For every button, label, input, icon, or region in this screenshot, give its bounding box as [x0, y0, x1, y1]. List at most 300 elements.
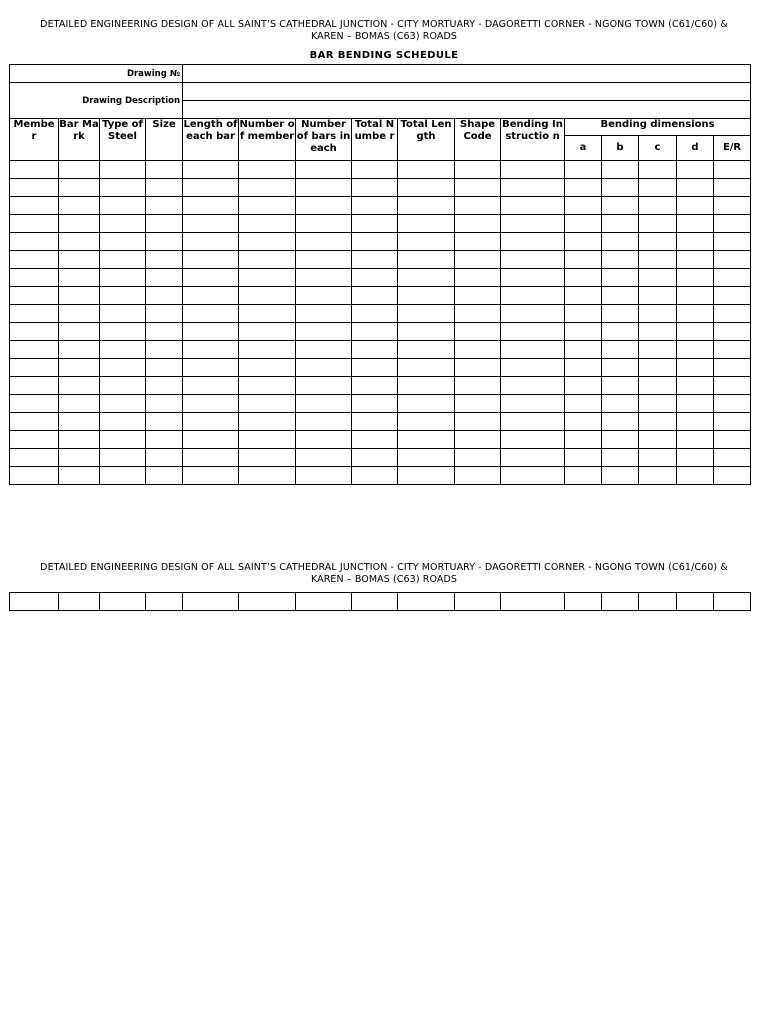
schedule-cell[interactable]: [501, 341, 565, 359]
schedule-cell[interactable]: [59, 305, 100, 323]
schedule-cell[interactable]: [455, 305, 501, 323]
schedule-cell[interactable]: [639, 251, 677, 269]
schedule-cell[interactable]: [146, 269, 183, 287]
schedule-cell[interactable]: [183, 233, 239, 251]
schedule-cell[interactable]: [146, 341, 183, 359]
schedule-cell[interactable]: [602, 197, 639, 215]
schedule-cell[interactable]: [714, 179, 751, 197]
schedule-cell[interactable]: [602, 269, 639, 287]
schedule-cell[interactable]: [100, 395, 146, 413]
schedule-cell[interactable]: [602, 593, 639, 611]
schedule-cell[interactable]: [10, 341, 59, 359]
schedule-cell[interactable]: [59, 413, 100, 431]
schedule-cell[interactable]: [398, 287, 455, 305]
schedule-cell[interactable]: [296, 449, 352, 467]
drawing-number-field[interactable]: [183, 65, 751, 83]
schedule-cell[interactable]: [501, 215, 565, 233]
schedule-cell[interactable]: [714, 395, 751, 413]
schedule-cell[interactable]: [714, 233, 751, 251]
schedule-cell[interactable]: [59, 431, 100, 449]
schedule-cell[interactable]: [100, 287, 146, 305]
schedule-cell[interactable]: [398, 251, 455, 269]
schedule-cell[interactable]: [239, 413, 296, 431]
schedule-cell[interactable]: [146, 593, 183, 611]
schedule-cell[interactable]: [677, 179, 714, 197]
schedule-cell[interactable]: [455, 341, 501, 359]
schedule-cell[interactable]: [639, 215, 677, 233]
schedule-cell[interactable]: [602, 305, 639, 323]
schedule-cell[interactable]: [501, 197, 565, 215]
schedule-cell[interactable]: [10, 377, 59, 395]
schedule-cell[interactable]: [501, 305, 565, 323]
schedule-cell[interactable]: [677, 323, 714, 341]
schedule-cell[interactable]: [677, 449, 714, 467]
schedule-cell[interactable]: [146, 215, 183, 233]
schedule-cell[interactable]: [183, 377, 239, 395]
schedule-cell[interactable]: [296, 251, 352, 269]
schedule-cell[interactable]: [239, 179, 296, 197]
schedule-cell[interactable]: [146, 233, 183, 251]
schedule-cell[interactable]: [59, 449, 100, 467]
schedule-cell[interactable]: [677, 305, 714, 323]
schedule-cell[interactable]: [183, 413, 239, 431]
schedule-cell[interactable]: [100, 359, 146, 377]
schedule-cell[interactable]: [296, 179, 352, 197]
schedule-cell[interactable]: [714, 377, 751, 395]
schedule-cell[interactable]: [183, 341, 239, 359]
schedule-cell[interactable]: [714, 269, 751, 287]
schedule-cell[interactable]: [398, 467, 455, 485]
schedule-cell[interactable]: [239, 305, 296, 323]
schedule-cell[interactable]: [714, 341, 751, 359]
schedule-cell[interactable]: [239, 467, 296, 485]
schedule-cell[interactable]: [296, 431, 352, 449]
schedule-cell[interactable]: [59, 467, 100, 485]
schedule-cell[interactable]: [100, 269, 146, 287]
schedule-cell[interactable]: [565, 449, 602, 467]
schedule-cell[interactable]: [352, 197, 398, 215]
schedule-cell[interactable]: [239, 449, 296, 467]
schedule-cell[interactable]: [100, 179, 146, 197]
schedule-cell[interactable]: [10, 467, 59, 485]
schedule-cell[interactable]: [501, 179, 565, 197]
schedule-cell[interactable]: [183, 431, 239, 449]
schedule-cell[interactable]: [183, 305, 239, 323]
schedule-cell[interactable]: [398, 359, 455, 377]
schedule-cell[interactable]: [501, 269, 565, 287]
schedule-cell[interactable]: [352, 233, 398, 251]
schedule-cell[interactable]: [59, 593, 100, 611]
schedule-cell[interactable]: [239, 215, 296, 233]
schedule-cell[interactable]: [639, 431, 677, 449]
schedule-cell[interactable]: [677, 395, 714, 413]
schedule-cell[interactable]: [352, 269, 398, 287]
schedule-cell[interactable]: [398, 413, 455, 431]
schedule-cell[interactable]: [714, 215, 751, 233]
schedule-cell[interactable]: [677, 287, 714, 305]
schedule-cell[interactable]: [565, 377, 602, 395]
schedule-cell[interactable]: [455, 161, 501, 179]
schedule-cell[interactable]: [455, 413, 501, 431]
schedule-cell[interactable]: [639, 305, 677, 323]
schedule-cell[interactable]: [565, 161, 602, 179]
schedule-cell[interactable]: [565, 323, 602, 341]
schedule-cell[interactable]: [398, 341, 455, 359]
schedule-cell[interactable]: [352, 431, 398, 449]
schedule-cell[interactable]: [296, 377, 352, 395]
schedule-cell[interactable]: [146, 359, 183, 377]
schedule-cell[interactable]: [10, 359, 59, 377]
schedule-cell[interactable]: [352, 161, 398, 179]
schedule-cell[interactable]: [501, 467, 565, 485]
schedule-cell[interactable]: [602, 395, 639, 413]
schedule-cell[interactable]: [602, 467, 639, 485]
schedule-cell[interactable]: [602, 179, 639, 197]
schedule-cell[interactable]: [398, 179, 455, 197]
schedule-cell[interactable]: [10, 251, 59, 269]
schedule-cell[interactable]: [59, 323, 100, 341]
schedule-cell[interactable]: [677, 269, 714, 287]
schedule-cell[interactable]: [59, 287, 100, 305]
schedule-cell[interactable]: [183, 395, 239, 413]
schedule-cell[interactable]: [239, 197, 296, 215]
schedule-cell[interactable]: [10, 593, 59, 611]
schedule-cell[interactable]: [565, 251, 602, 269]
schedule-cell[interactable]: [677, 251, 714, 269]
schedule-cell[interactable]: [455, 287, 501, 305]
schedule-cell[interactable]: [639, 377, 677, 395]
schedule-cell[interactable]: [296, 323, 352, 341]
drawing-description-field-line2[interactable]: [183, 101, 751, 119]
schedule-cell[interactable]: [100, 197, 146, 215]
schedule-cell[interactable]: [296, 359, 352, 377]
schedule-cell[interactable]: [398, 269, 455, 287]
schedule-cell[interactable]: [602, 323, 639, 341]
schedule-cell[interactable]: [501, 233, 565, 251]
schedule-cell[interactable]: [565, 305, 602, 323]
schedule-cell[interactable]: [677, 377, 714, 395]
schedule-cell[interactable]: [352, 341, 398, 359]
schedule-cell[interactable]: [10, 413, 59, 431]
schedule-cell[interactable]: [10, 233, 59, 251]
schedule-cell[interactable]: [714, 323, 751, 341]
schedule-cell[interactable]: [100, 161, 146, 179]
schedule-cell[interactable]: [100, 233, 146, 251]
schedule-cell[interactable]: [352, 413, 398, 431]
schedule-cell[interactable]: [10, 215, 59, 233]
schedule-cell[interactable]: [183, 269, 239, 287]
schedule-cell[interactable]: [677, 359, 714, 377]
schedule-cell[interactable]: [146, 431, 183, 449]
schedule-cell[interactable]: [296, 287, 352, 305]
schedule-cell[interactable]: [183, 449, 239, 467]
schedule-cell[interactable]: [455, 197, 501, 215]
schedule-cell[interactable]: [677, 215, 714, 233]
schedule-cell[interactable]: [565, 467, 602, 485]
schedule-cell[interactable]: [296, 413, 352, 431]
schedule-cell[interactable]: [296, 593, 352, 611]
schedule-cell[interactable]: [100, 449, 146, 467]
schedule-cell[interactable]: [602, 161, 639, 179]
schedule-cell[interactable]: [455, 215, 501, 233]
schedule-cell[interactable]: [146, 395, 183, 413]
schedule-cell[interactable]: [10, 431, 59, 449]
schedule-cell[interactable]: [100, 341, 146, 359]
schedule-cell[interactable]: [398, 197, 455, 215]
schedule-cell[interactable]: [639, 269, 677, 287]
schedule-cell[interactable]: [239, 395, 296, 413]
schedule-cell[interactable]: [639, 323, 677, 341]
schedule-cell[interactable]: [10, 323, 59, 341]
schedule-cell[interactable]: [565, 431, 602, 449]
schedule-cell[interactable]: [639, 467, 677, 485]
schedule-cell[interactable]: [639, 449, 677, 467]
schedule-cell[interactable]: [398, 377, 455, 395]
schedule-cell[interactable]: [296, 467, 352, 485]
schedule-cell[interactable]: [501, 593, 565, 611]
schedule-cell[interactable]: [146, 467, 183, 485]
schedule-cell[interactable]: [239, 269, 296, 287]
schedule-cell[interactable]: [677, 161, 714, 179]
schedule-cell[interactable]: [59, 269, 100, 287]
schedule-cell[interactable]: [239, 251, 296, 269]
schedule-cell[interactable]: [352, 251, 398, 269]
schedule-cell[interactable]: [352, 215, 398, 233]
schedule-cell[interactable]: [183, 251, 239, 269]
schedule-cell[interactable]: [714, 251, 751, 269]
schedule-cell[interactable]: [10, 395, 59, 413]
schedule-cell[interactable]: [398, 593, 455, 611]
schedule-cell[interactable]: [239, 323, 296, 341]
schedule-cell[interactable]: [239, 233, 296, 251]
schedule-cell[interactable]: [146, 179, 183, 197]
schedule-cell[interactable]: [239, 341, 296, 359]
schedule-cell[interactable]: [639, 593, 677, 611]
schedule-cell[interactable]: [501, 413, 565, 431]
schedule-cell[interactable]: [183, 215, 239, 233]
schedule-cell[interactable]: [455, 593, 501, 611]
schedule-cell[interactable]: [677, 197, 714, 215]
schedule-cell[interactable]: [146, 197, 183, 215]
schedule-cell[interactable]: [565, 215, 602, 233]
schedule-cell[interactable]: [398, 395, 455, 413]
schedule-cell[interactable]: [677, 341, 714, 359]
schedule-cell[interactable]: [639, 341, 677, 359]
schedule-cell[interactable]: [455, 395, 501, 413]
schedule-cell[interactable]: [10, 449, 59, 467]
schedule-cell[interactable]: [677, 431, 714, 449]
schedule-cell[interactable]: [352, 287, 398, 305]
schedule-cell[interactable]: [565, 287, 602, 305]
schedule-cell[interactable]: [714, 305, 751, 323]
schedule-cell[interactable]: [639, 359, 677, 377]
schedule-cell[interactable]: [602, 359, 639, 377]
schedule-cell[interactable]: [455, 377, 501, 395]
schedule-cell[interactable]: [602, 377, 639, 395]
schedule-cell[interactable]: [59, 161, 100, 179]
schedule-cell[interactable]: [100, 251, 146, 269]
schedule-cell[interactable]: [565, 359, 602, 377]
schedule-cell[interactable]: [565, 179, 602, 197]
schedule-cell[interactable]: [455, 179, 501, 197]
schedule-cell[interactable]: [296, 305, 352, 323]
schedule-cell[interactable]: [59, 215, 100, 233]
schedule-cell[interactable]: [146, 449, 183, 467]
schedule-cell[interactable]: [100, 593, 146, 611]
schedule-cell[interactable]: [455, 233, 501, 251]
schedule-cell[interactable]: [352, 323, 398, 341]
schedule-cell[interactable]: [296, 197, 352, 215]
schedule-cell[interactable]: [714, 449, 751, 467]
schedule-cell[interactable]: [677, 233, 714, 251]
schedule-cell[interactable]: [677, 593, 714, 611]
schedule-cell[interactable]: [398, 161, 455, 179]
schedule-cell[interactable]: [239, 161, 296, 179]
schedule-cell[interactable]: [714, 161, 751, 179]
schedule-cell[interactable]: [714, 431, 751, 449]
schedule-cell[interactable]: [352, 359, 398, 377]
schedule-cell[interactable]: [501, 449, 565, 467]
schedule-cell[interactable]: [714, 593, 751, 611]
schedule-cell[interactable]: [352, 179, 398, 197]
schedule-cell[interactable]: [398, 305, 455, 323]
schedule-cell[interactable]: [146, 323, 183, 341]
schedule-cell[interactable]: [714, 287, 751, 305]
schedule-cell[interactable]: [59, 341, 100, 359]
schedule-cell[interactable]: [398, 323, 455, 341]
schedule-cell[interactable]: [352, 467, 398, 485]
schedule-cell[interactable]: [501, 431, 565, 449]
schedule-cell[interactable]: [183, 197, 239, 215]
schedule-cell[interactable]: [146, 413, 183, 431]
schedule-cell[interactable]: [239, 377, 296, 395]
schedule-cell[interactable]: [296, 233, 352, 251]
schedule-cell[interactable]: [714, 467, 751, 485]
schedule-cell[interactable]: [455, 467, 501, 485]
schedule-cell[interactable]: [183, 287, 239, 305]
schedule-cell[interactable]: [100, 215, 146, 233]
schedule-cell[interactable]: [639, 287, 677, 305]
drawing-description-field-line1[interactable]: [183, 83, 751, 101]
schedule-cell[interactable]: [352, 377, 398, 395]
schedule-cell[interactable]: [455, 431, 501, 449]
schedule-cell[interactable]: [146, 161, 183, 179]
schedule-cell[interactable]: [714, 197, 751, 215]
schedule-cell[interactable]: [455, 323, 501, 341]
schedule-cell[interactable]: [602, 413, 639, 431]
schedule-cell[interactable]: [565, 341, 602, 359]
schedule-cell[interactable]: [501, 251, 565, 269]
schedule-cell[interactable]: [639, 179, 677, 197]
schedule-cell[interactable]: [100, 413, 146, 431]
schedule-cell[interactable]: [639, 413, 677, 431]
schedule-cell[interactable]: [239, 359, 296, 377]
schedule-cell[interactable]: [565, 269, 602, 287]
schedule-cell[interactable]: [100, 431, 146, 449]
schedule-cell[interactable]: [59, 197, 100, 215]
schedule-cell[interactable]: [296, 215, 352, 233]
schedule-cell[interactable]: [10, 161, 59, 179]
schedule-cell[interactable]: [59, 251, 100, 269]
schedule-cell[interactable]: [352, 395, 398, 413]
schedule-cell[interactable]: [296, 395, 352, 413]
schedule-cell[interactable]: [10, 269, 59, 287]
schedule-cell[interactable]: [455, 359, 501, 377]
schedule-cell[interactable]: [714, 413, 751, 431]
schedule-cell[interactable]: [565, 395, 602, 413]
schedule-cell[interactable]: [239, 431, 296, 449]
schedule-cell[interactable]: [501, 377, 565, 395]
schedule-cell[interactable]: [183, 593, 239, 611]
schedule-cell[interactable]: [59, 359, 100, 377]
schedule-cell[interactable]: [183, 323, 239, 341]
schedule-cell[interactable]: [59, 377, 100, 395]
schedule-cell[interactable]: [100, 305, 146, 323]
schedule-cell[interactable]: [183, 467, 239, 485]
schedule-cell[interactable]: [239, 593, 296, 611]
schedule-cell[interactable]: [352, 593, 398, 611]
schedule-cell[interactable]: [352, 449, 398, 467]
schedule-cell[interactable]: [602, 431, 639, 449]
schedule-cell[interactable]: [565, 593, 602, 611]
schedule-cell[interactable]: [59, 395, 100, 413]
schedule-cell[interactable]: [10, 197, 59, 215]
schedule-cell[interactable]: [183, 179, 239, 197]
schedule-cell[interactable]: [501, 323, 565, 341]
schedule-cell[interactable]: [565, 197, 602, 215]
schedule-cell[interactable]: [602, 341, 639, 359]
schedule-cell[interactable]: [398, 233, 455, 251]
schedule-cell[interactable]: [501, 395, 565, 413]
schedule-cell[interactable]: [455, 449, 501, 467]
schedule-cell[interactable]: [398, 215, 455, 233]
schedule-cell[interactable]: [398, 449, 455, 467]
schedule-cell[interactable]: [10, 179, 59, 197]
schedule-cell[interactable]: [100, 323, 146, 341]
schedule-cell[interactable]: [602, 233, 639, 251]
schedule-cell[interactable]: [239, 287, 296, 305]
schedule-cell[interactable]: [10, 287, 59, 305]
schedule-cell[interactable]: [296, 269, 352, 287]
schedule-cell[interactable]: [146, 377, 183, 395]
schedule-cell[interactable]: [639, 395, 677, 413]
schedule-cell[interactable]: [565, 413, 602, 431]
schedule-cell[interactable]: [59, 233, 100, 251]
schedule-cell[interactable]: [639, 197, 677, 215]
schedule-cell[interactable]: [183, 161, 239, 179]
schedule-cell[interactable]: [10, 305, 59, 323]
schedule-cell[interactable]: [455, 251, 501, 269]
schedule-cell[interactable]: [296, 341, 352, 359]
schedule-cell[interactable]: [602, 251, 639, 269]
schedule-cell[interactable]: [183, 359, 239, 377]
schedule-cell[interactable]: [714, 359, 751, 377]
schedule-cell[interactable]: [602, 287, 639, 305]
schedule-cell[interactable]: [602, 449, 639, 467]
schedule-cell[interactable]: [398, 431, 455, 449]
schedule-cell[interactable]: [639, 233, 677, 251]
schedule-cell[interactable]: [639, 161, 677, 179]
schedule-cell[interactable]: [455, 269, 501, 287]
schedule-cell[interactable]: [146, 287, 183, 305]
schedule-cell[interactable]: [677, 467, 714, 485]
schedule-cell[interactable]: [677, 413, 714, 431]
schedule-cell[interactable]: [501, 359, 565, 377]
schedule-cell[interactable]: [146, 305, 183, 323]
schedule-cell[interactable]: [146, 251, 183, 269]
schedule-cell[interactable]: [501, 161, 565, 179]
schedule-cell[interactable]: [565, 233, 602, 251]
